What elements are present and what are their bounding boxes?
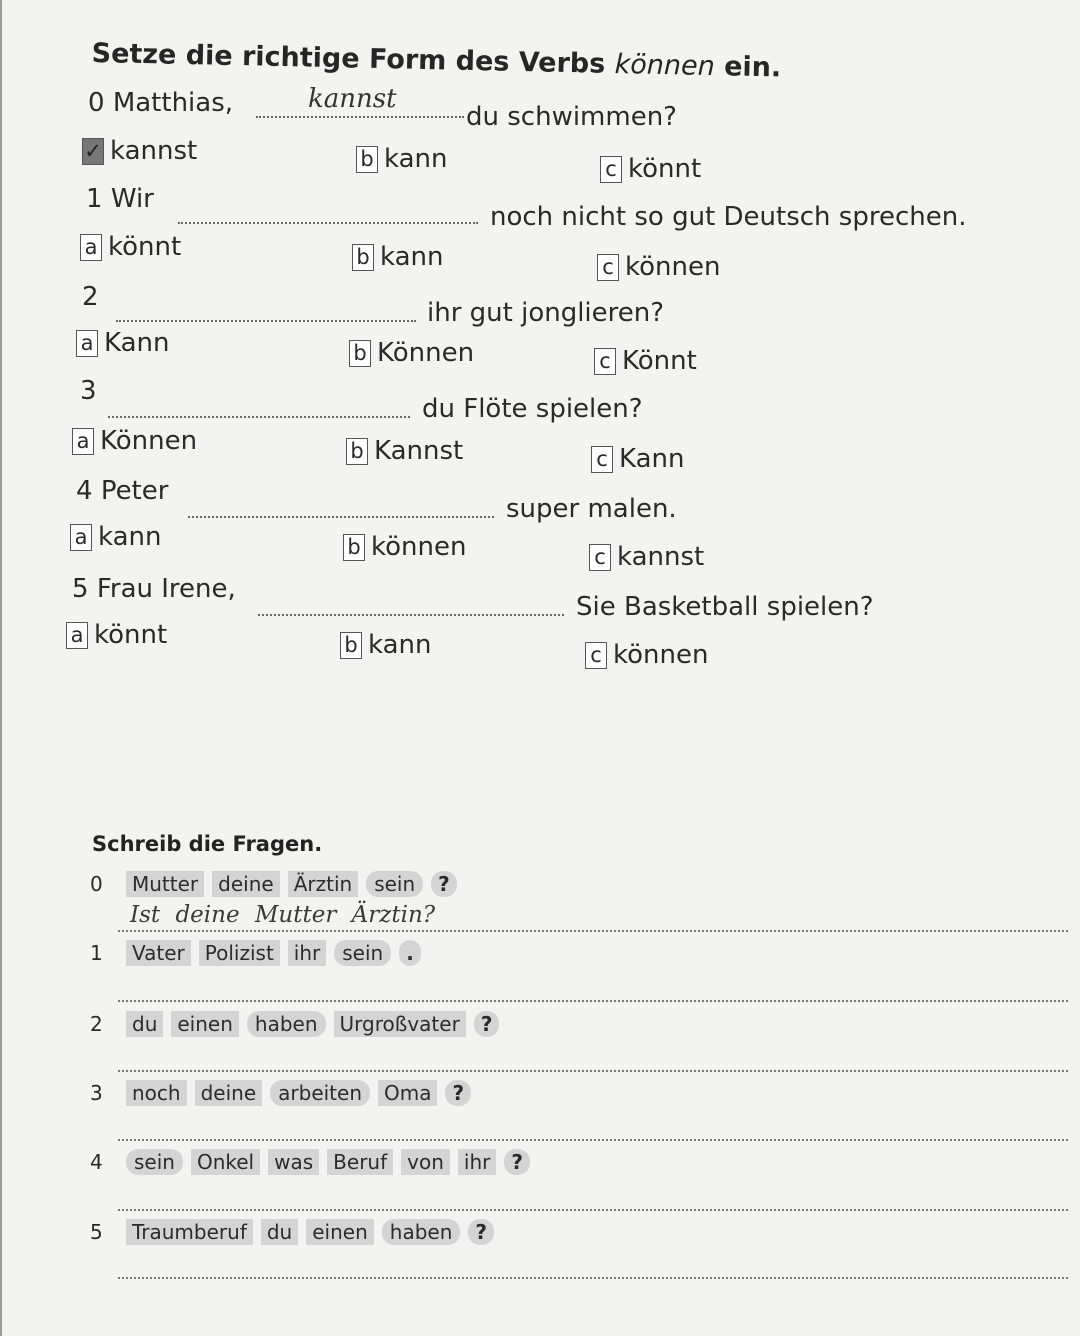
punctuation-chip: ? [445,1080,471,1106]
word-chip: ihr [288,940,326,966]
question-row-2: 2 du einen haben Urgroßvater ? [90,1009,499,1039]
exercise-2-title: Schreib die Fragen. [92,832,323,856]
checkbox-b-icon[interactable]: b [349,340,371,367]
word-chip: einen [306,1219,374,1245]
writing-line[interactable] [118,1139,1068,1141]
option-b[interactable]: b können [343,532,466,562]
word-chip: Urgroßvater [334,1011,466,1037]
checkbox-c-icon[interactable]: c [594,348,616,375]
option-a[interactable]: a Können [72,426,197,456]
word-chip: Beruf [327,1149,393,1175]
checkbox-b-icon[interactable]: b [356,146,378,173]
option-c[interactable]: c Könnt [594,346,697,376]
option-a[interactable]: a Kann [76,328,169,358]
answer-blank[interactable] [178,194,478,224]
word-chip: Mutter [126,871,204,897]
checkbox-a-icon[interactable]: a [80,234,102,261]
checkbox-c-icon[interactable]: c [591,446,613,473]
option-a[interactable]: a kann [70,522,162,552]
option-b[interactable]: b kann [356,144,448,174]
word-chip: Traumberuf [126,1219,253,1245]
word-chip: du [126,1011,163,1037]
checkbox-a-icon[interactable]: a [72,428,94,455]
word-chip: was [268,1149,319,1175]
word-chip: du [261,1219,298,1245]
title-text: Setze die richtige Form des Verbs [91,38,606,80]
word-chip: Polizist [199,940,280,966]
checkbox-b-icon[interactable]: b [340,632,362,659]
word-chip: ihr [458,1149,496,1175]
writing-line[interactable] [118,1000,1068,1002]
checkbox-checked-icon[interactable]: ✓ [82,138,104,165]
exercise-item-5: 5 Frau Irene, Sie Basketball spielen? a könnt b kann c können [0,574,1080,664]
item-text: 0 Matthias, [88,88,234,118]
word-chip: noch [126,1080,187,1106]
checkbox-a-icon[interactable]: a [66,622,88,649]
writing-line[interactable] [118,1277,1068,1279]
option-b[interactable]: b Kannst [346,436,463,466]
word-chip: deine [195,1080,263,1106]
word-chip: Onkel [191,1149,260,1175]
punctuation-chip: ? [468,1219,494,1245]
option-a[interactable]: a könnt [80,232,181,262]
word-chip: arbeiten [270,1080,370,1106]
answer-blank[interactable] [108,388,410,418]
word-chip: sein [334,940,391,966]
checkbox-c-icon[interactable]: c [600,156,622,183]
punctuation-chip: ? [431,871,457,897]
writing-line[interactable] [118,1070,1068,1072]
handwritten-answer: kannst [308,84,397,114]
option-c[interactable]: c kannst [589,542,704,572]
punctuation-chip: ? [504,1149,530,1175]
option-b[interactable]: b kann [340,630,432,660]
handwritten-answer: Ist deine Mutter Ärztin? [130,902,436,928]
checkbox-c-icon[interactable]: c [589,544,611,571]
option-c[interactable]: c können [585,640,708,670]
writing-line[interactable] [118,930,1068,932]
word-chip: deine [212,871,280,897]
exercise-item-1: 1 Wir noch nicht so gut Deutsch sprechen. a könnt b kann c können [0,184,1080,274]
word-chip: Vater [126,940,191,966]
option-a[interactable]: a könnt [66,620,167,650]
answer-blank[interactable] [258,586,564,616]
punctuation-chip: ? [474,1011,500,1037]
checkbox-c-icon[interactable]: c [585,642,607,669]
word-chip: von [401,1149,450,1175]
option-c[interactable]: c könnt [600,154,701,184]
exercise-item-0 [0,84,1080,184]
punctuation-chip: . [399,940,421,966]
answer-blank[interactable] [116,292,416,322]
word-chip: einen [171,1011,239,1037]
word-chip: sein [366,871,423,897]
option-c[interactable]: c können [597,252,720,282]
item-text-end: du schwimmen? [466,102,677,132]
option-a[interactable]: ✓ kannst [82,136,197,166]
question-row-0: 0 Mutter deine Ärztin sein ? [90,869,457,899]
exercise-item-3: 3 du Flöte spielen? a Können b Kannst c Kann [0,376,1080,466]
exercise-item-2: 2 ihr gut jonglieren? a Kann b Können c Könnt [0,282,1080,372]
title-end: ein. [723,51,782,84]
checkbox-b-icon[interactable]: b [352,244,374,271]
title-verb: können [614,48,716,83]
option-b[interactable]: b kann [352,242,444,272]
word-chip: sein [126,1149,183,1175]
checkbox-b-icon[interactable]: b [343,534,365,561]
question-row-3: 3 noch deine arbeiten Oma ? [90,1078,471,1108]
question-row-1: 1 Vater Polizist ihr sein . [90,938,421,968]
checkbox-b-icon[interactable]: b [346,438,368,465]
exercise-1-title [91,38,781,83]
answer-blank[interactable] [188,488,494,518]
word-chip: haben [247,1011,326,1037]
checkbox-a-icon[interactable]: a [76,330,98,357]
writing-line[interactable] [118,1209,1068,1211]
word-chip: haben [382,1219,461,1245]
checkbox-a-icon[interactable]: a [70,524,92,551]
checkbox-c-icon[interactable]: c [597,254,619,281]
exercise-item-4: 4 Peter super malen. a kann b können c kannst [0,476,1080,566]
question-row-4: 4 sein Onkel was Beruf von ihr ? [90,1147,530,1177]
option-b[interactable]: b Können [349,338,474,368]
option-c[interactable]: c Kann [591,444,684,474]
word-chip: Oma [378,1080,437,1106]
word-chip: Ärztin [288,871,358,897]
question-row-5: 5 Traumberuf du einen haben ? [90,1217,494,1247]
